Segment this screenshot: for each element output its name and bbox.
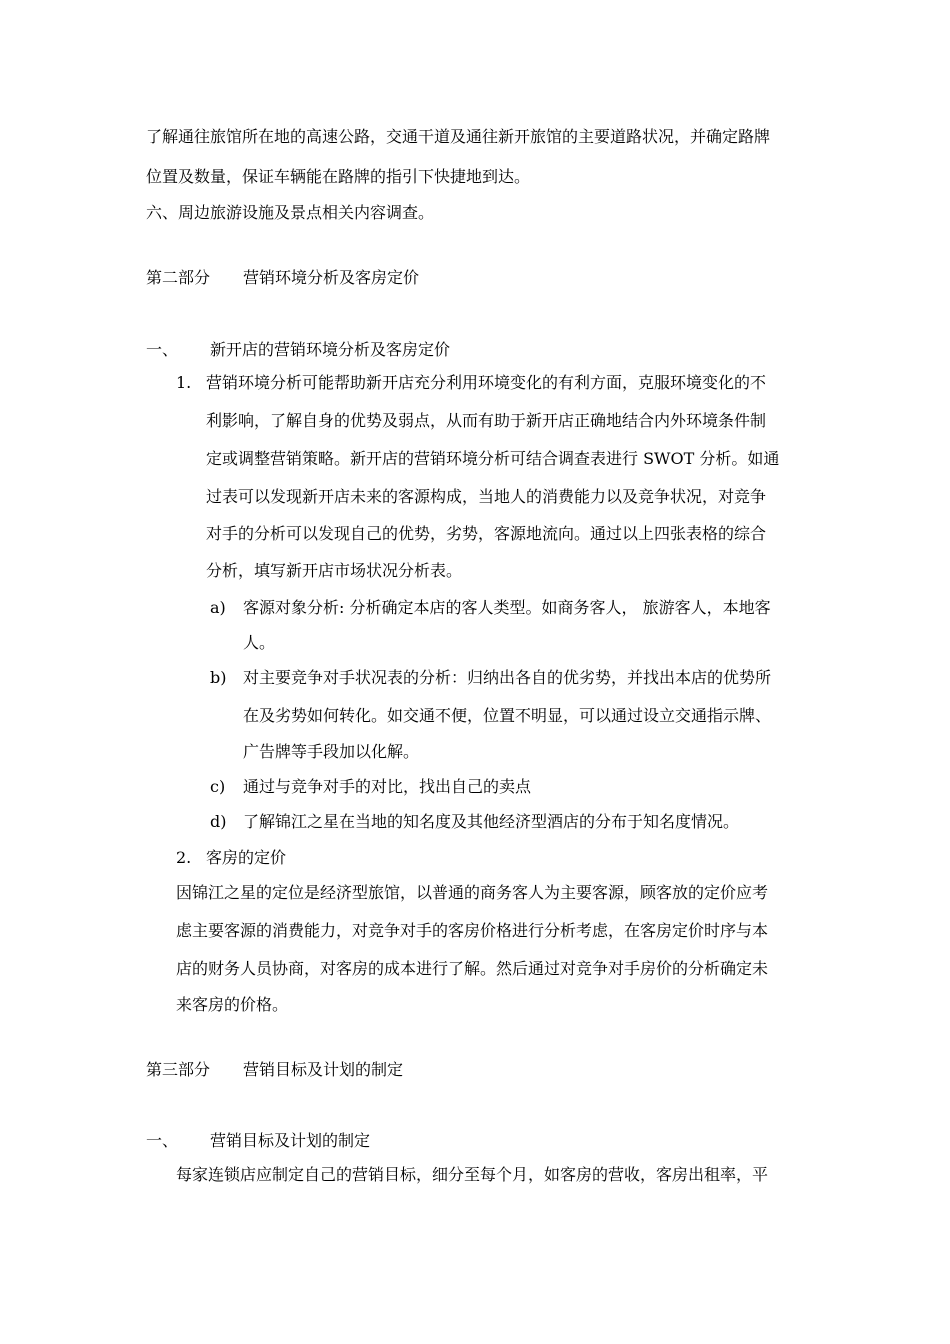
- sub-item-c-line: 通过与竞争对手的对比，找出自己的卖点: [243, 777, 532, 796]
- paragraph-1-line: 对手的分析可以发现自己的优势，劣势，客源地流向。通过以上四张表格的综合: [206, 524, 767, 543]
- paragraph-1-line: 定或调整营销策略。新开店的营销环境分析可结合调查表进行 SWOT 分析。如通: [206, 449, 780, 468]
- part2-section1-number: 一、: [146, 340, 179, 359]
- paragraph-1-line: 过表可以发现新开店未来的客源构成，当地人的消费能力以及竞争状况，对竞争: [206, 487, 767, 506]
- paragraph-1-line: 分析，填写新开店市场状况分析表。: [206, 561, 463, 580]
- intro-item-6: 六、周边旅游设施及景点相关内容调查。: [146, 203, 435, 222]
- paragraph-2-line: 店的财务人员协商，对客房的成本进行了解。然后通过对竞争对手房价的分析确定未: [176, 959, 769, 978]
- paragraph-2-line: 来客房的价格。: [176, 995, 289, 1014]
- sub-item-c-label: c): [210, 777, 226, 796]
- paragraph-1-number: 1.: [176, 373, 192, 392]
- part2-title: 营销环境分析及客房定价: [243, 268, 420, 287]
- paragraph-2-line: 虑主要客源的消费能力，对竞争对手的客房价格进行分析考虑，在客房定价时序与本: [176, 921, 769, 940]
- paragraph-1-line: 利影响，了解自身的优势及弱点，从而有助于新开店正确地结合内外环境条件制: [206, 411, 767, 430]
- part3-label: 第三部分: [146, 1060, 211, 1079]
- part3-section1-title: 营销目标及计划的制定: [210, 1131, 371, 1150]
- sub-item-b-line: 广告牌等手段加以化解。: [243, 742, 420, 761]
- paragraph-2-number: 2.: [176, 848, 192, 867]
- paragraph-2-line: 因锦江之星的定位是经济型旅馆，以普通的商务客人为主要客源，顾客放的定价应考: [176, 883, 769, 902]
- part2-section1-title: 新开店的营销环境分析及客房定价: [210, 340, 451, 359]
- sub-item-b-line: 在及劣势如何转化。如交通不便，位置不明显，可以通过设立交通指示牌、: [243, 706, 772, 725]
- part3-paragraph-line: 每家连锁店应制定自己的营销目标，细分至每个月，如客房的营收，客房出租率，平: [176, 1165, 769, 1184]
- part2-label: 第二部分: [146, 268, 211, 287]
- sub-item-b-line: 对主要竞争对手状况表的分析：归纳出各自的优劣势，并找出本店的优势所: [243, 668, 772, 687]
- sub-item-a-label: a): [210, 598, 226, 617]
- sub-item-d-line: 了解锦江之星在当地的知名度及其他经济型酒店的分布于知名度情况。: [243, 812, 740, 831]
- sub-item-a-line: 人。: [243, 633, 276, 652]
- intro-line-2: 位置及数量，保证车辆能在路牌的指引下快捷地到达。: [146, 167, 531, 186]
- intro-line-1: 了解通往旅馆所在地的高速公路，交通干道及通往新开旅馆的主要道路状况，并确定路牌: [146, 127, 771, 146]
- part3-section1-number: 一、: [146, 1131, 179, 1150]
- sub-item-b-label: b): [210, 668, 227, 687]
- sub-item-d-label: d): [210, 812, 227, 831]
- paragraph-2-title: 客房的定价: [206, 848, 287, 867]
- sub-item-a-line: 客源对象分析: 分析确定本店的客人类型。如商务客人， 旅游客人，本地客: [243, 598, 771, 617]
- part3-title: 营销目标及计划的制定: [243, 1060, 404, 1079]
- paragraph-1-line: 营销环境分析可能帮助新开店充分利用环境变化的有利方面，克服环境变化的不: [206, 373, 767, 392]
